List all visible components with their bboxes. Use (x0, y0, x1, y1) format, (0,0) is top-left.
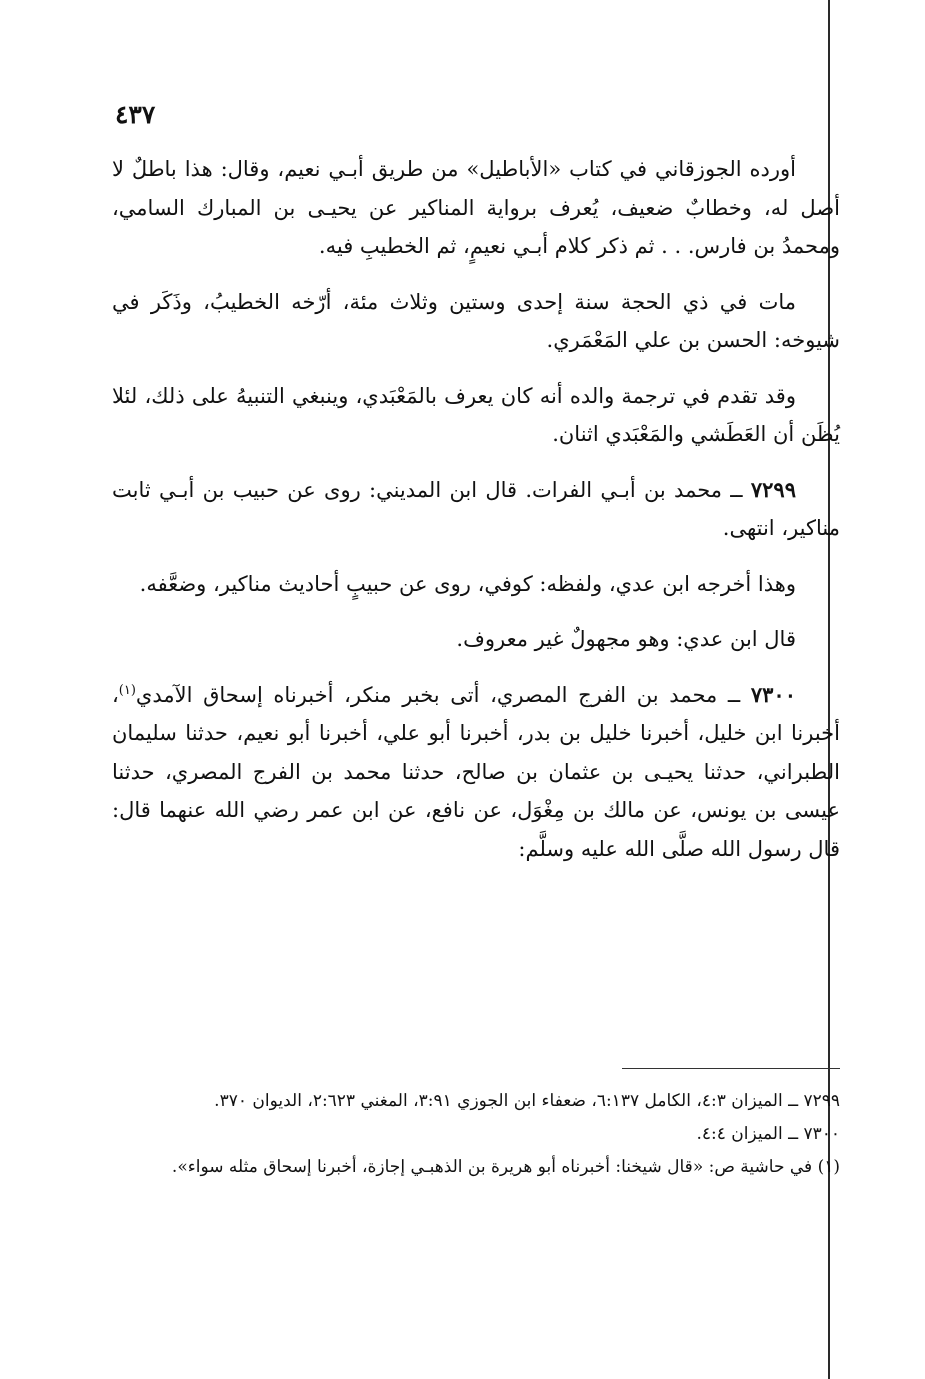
paragraph-mabadi-note: وقد تقدم في ترجمة والده أنه كان يعرف بالمَعْبَدي، وينبغي التنبيهُ على ذلك، لئلا يُظَن أن العَطَشي والمَعْبَدي اثنان. (112, 383, 840, 446)
paragraph-ibn-adi-report: وهذا أخرجه ابن عدي، ولفظه: كوفي، روى عن حبيبٍ أحاديث مناكير، وضعَّفه. (139, 571, 796, 596)
page-number: ٤٣٧ (115, 100, 156, 129)
main-text (112, 150, 840, 885)
footnote-divider (622, 1068, 840, 1069)
footnote-7300-sources: ٧٣٠٠ ــ الميزان ٤:٤. (696, 1124, 840, 1144)
entry-7299 (112, 471, 840, 548)
footnote-7299-sources: ٧٢٩٩ ــ الميزان ٤:٣، الكامل ٦:١٣٧، ضعفاء ابن الجوزي ٣:٩١، المغني ٢:٦٢٣، الديوان ٣٧٠. (214, 1091, 840, 1111)
paragraph-death-date: مات في ذي الحجة سنة إحدى وستين وثلاث مئة، أرّخه الخطيبُ، وذَكَر في شيوخه: الحسن بن علي المَعْمَري. (112, 289, 840, 352)
footnote-marker: (١) (118, 682, 136, 698)
footnote-1: (١) في حاشية ص: «قال شيخنا: أخبرناه أبو هريرة بن الذهبـي إجازة، أخبرنا إسحاق مثله سواء». (171, 1157, 840, 1177)
entry-text-part-1: ــ محمد بن الفرج المصري، أتى بخبر منكر، أخبرناه إسحاق الآمدي (135, 682, 751, 707)
entry-text-part-2: ، أخبرنا ابن خليل، أخبرنا خليل بن بدر، أخبرنا أبو علي، أخبرنا أبو نعيم، حدثنا سليمان الطبراني، حدثنا يحيـى بن عثمان بن صالح، حدثنا محمد بن الفرج المصري، حدثنا عيسى بن يونس، عن مالك بن مِغْوَل، عن نافع، عن ابن عمر رضي الله عنهما قال: قال رسول الله صلَّى الله عليه وسلَّم: (112, 682, 840, 861)
footnotes (112, 1086, 840, 1185)
entry-number: ٧٣٠٠ (750, 681, 796, 707)
paragraph-jawzaqani: أورده الجوزقاني في كتاب «الأباطيل» من طريق أبـي نعيم، وقال: هذا باطلٌ لا أصل له، وخطابٌ ضعيف، يُعرف برواية المناكير عن يحيـى بن المبارك السامي، ومحمدُ بن فارس. . . ثم ذكر كلام أبـي نعيمٍ، ثم الخطيبِ فيه. (112, 157, 840, 258)
entry-text: ــ محمد بن أبـي الفرات. قال ابن المديني: روى عن حبيب بن أبـي ثابت مناكير، انتهى. (112, 477, 840, 540)
entry-number: ٧٢٩٩ (750, 476, 796, 502)
paragraph-ibn-adi-quote: قال ابن عدي: وهو مجهولٌ غير معروف. (456, 627, 796, 651)
entry-7300 (112, 676, 840, 869)
